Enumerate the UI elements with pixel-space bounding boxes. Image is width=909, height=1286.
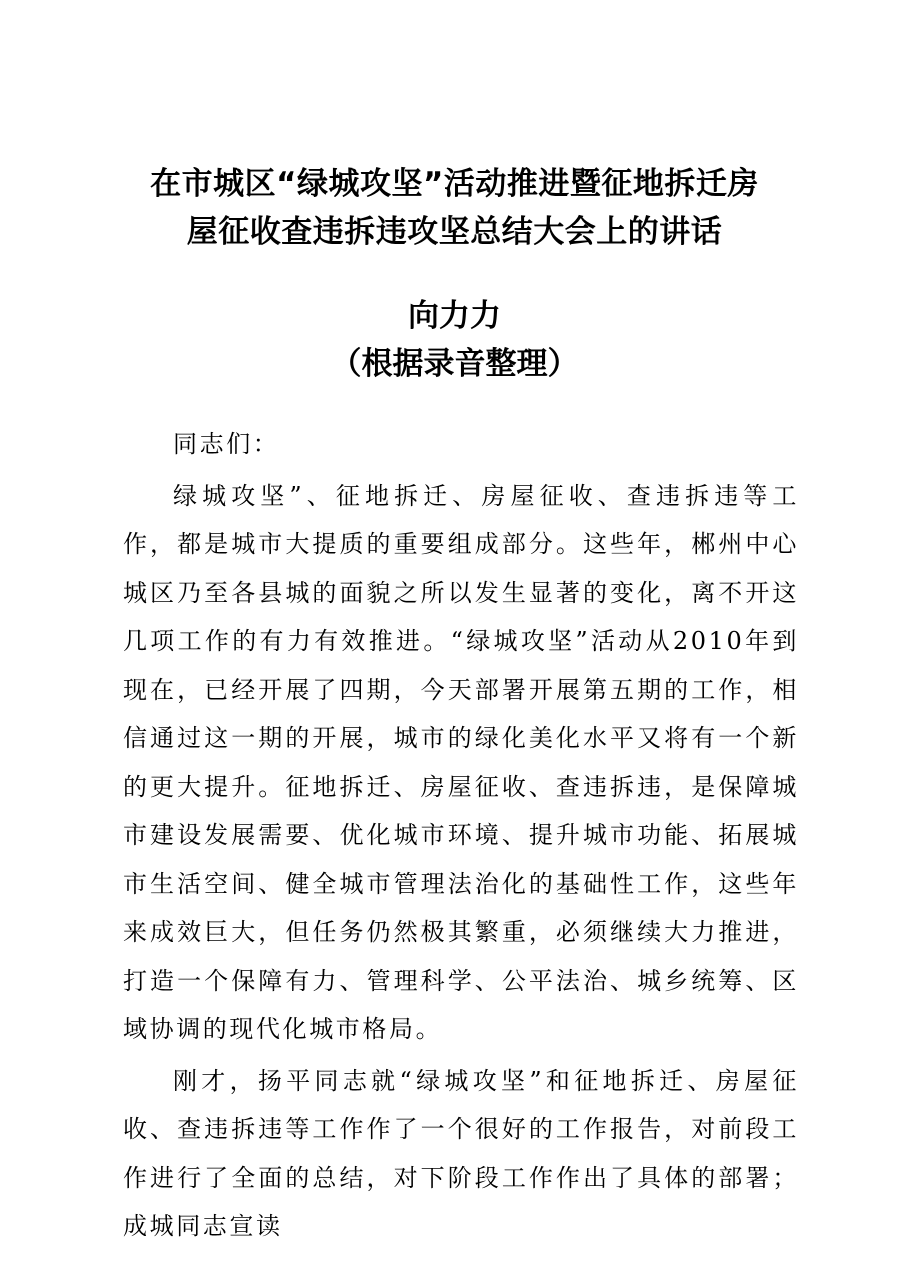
body-paragraph-2: 刚才，扬平同志就“绿城攻坚”和征地拆迁、房屋征收、查违拆违等工作作了一个很好的工作报告，对前段工作进行了全面的总结，对下阶段工作作出了具体的部署；成城同志宣读: [123, 1066, 799, 1240]
transcription-note: （根据录音整理）: [330, 346, 579, 382]
salutation: 同志们：: [173, 430, 280, 458]
body-paragraph-1: 绿城攻坚”、征地拆迁、房屋征收、查违拆违等工作，都是城市大提质的重要组成部分。这些年，郴州中心城区乃至各县城的面貌之所以发生显著的变化，离不开这几项工作的有力有效推进。“绿城攻坚”活动从2010年到现在，已经开展了四期，今天部署开展第五期的工作，相信通过这一期的开展，城市的绿化美化水平又将有一个新的更大提升。征地拆迁、房屋征收、查违拆违，是保障城市建设发展需要、优化城市环境、提升城市功能、拓展城市生活空间、健全城市管理法治化的基础性工作，这些年来成效巨大，但任务仍然极其繁重，必须继续大力推进，打造一个保障有力、管理科学、公平法治、城乡统筹、区域协调的现代化城市格局。: [123, 481, 799, 1043]
author-block: [112, 292, 797, 388]
document-title: [112, 160, 797, 256]
author-name: 向力力: [408, 298, 501, 334]
title-line-1: 在市城区“绿城攻坚”活动推进暨征地拆迁房: [150, 166, 759, 202]
document-body: [123, 420, 799, 1254]
title-line-2: 屋征收查违拆违攻坚总结大会上的讲话: [186, 214, 723, 250]
